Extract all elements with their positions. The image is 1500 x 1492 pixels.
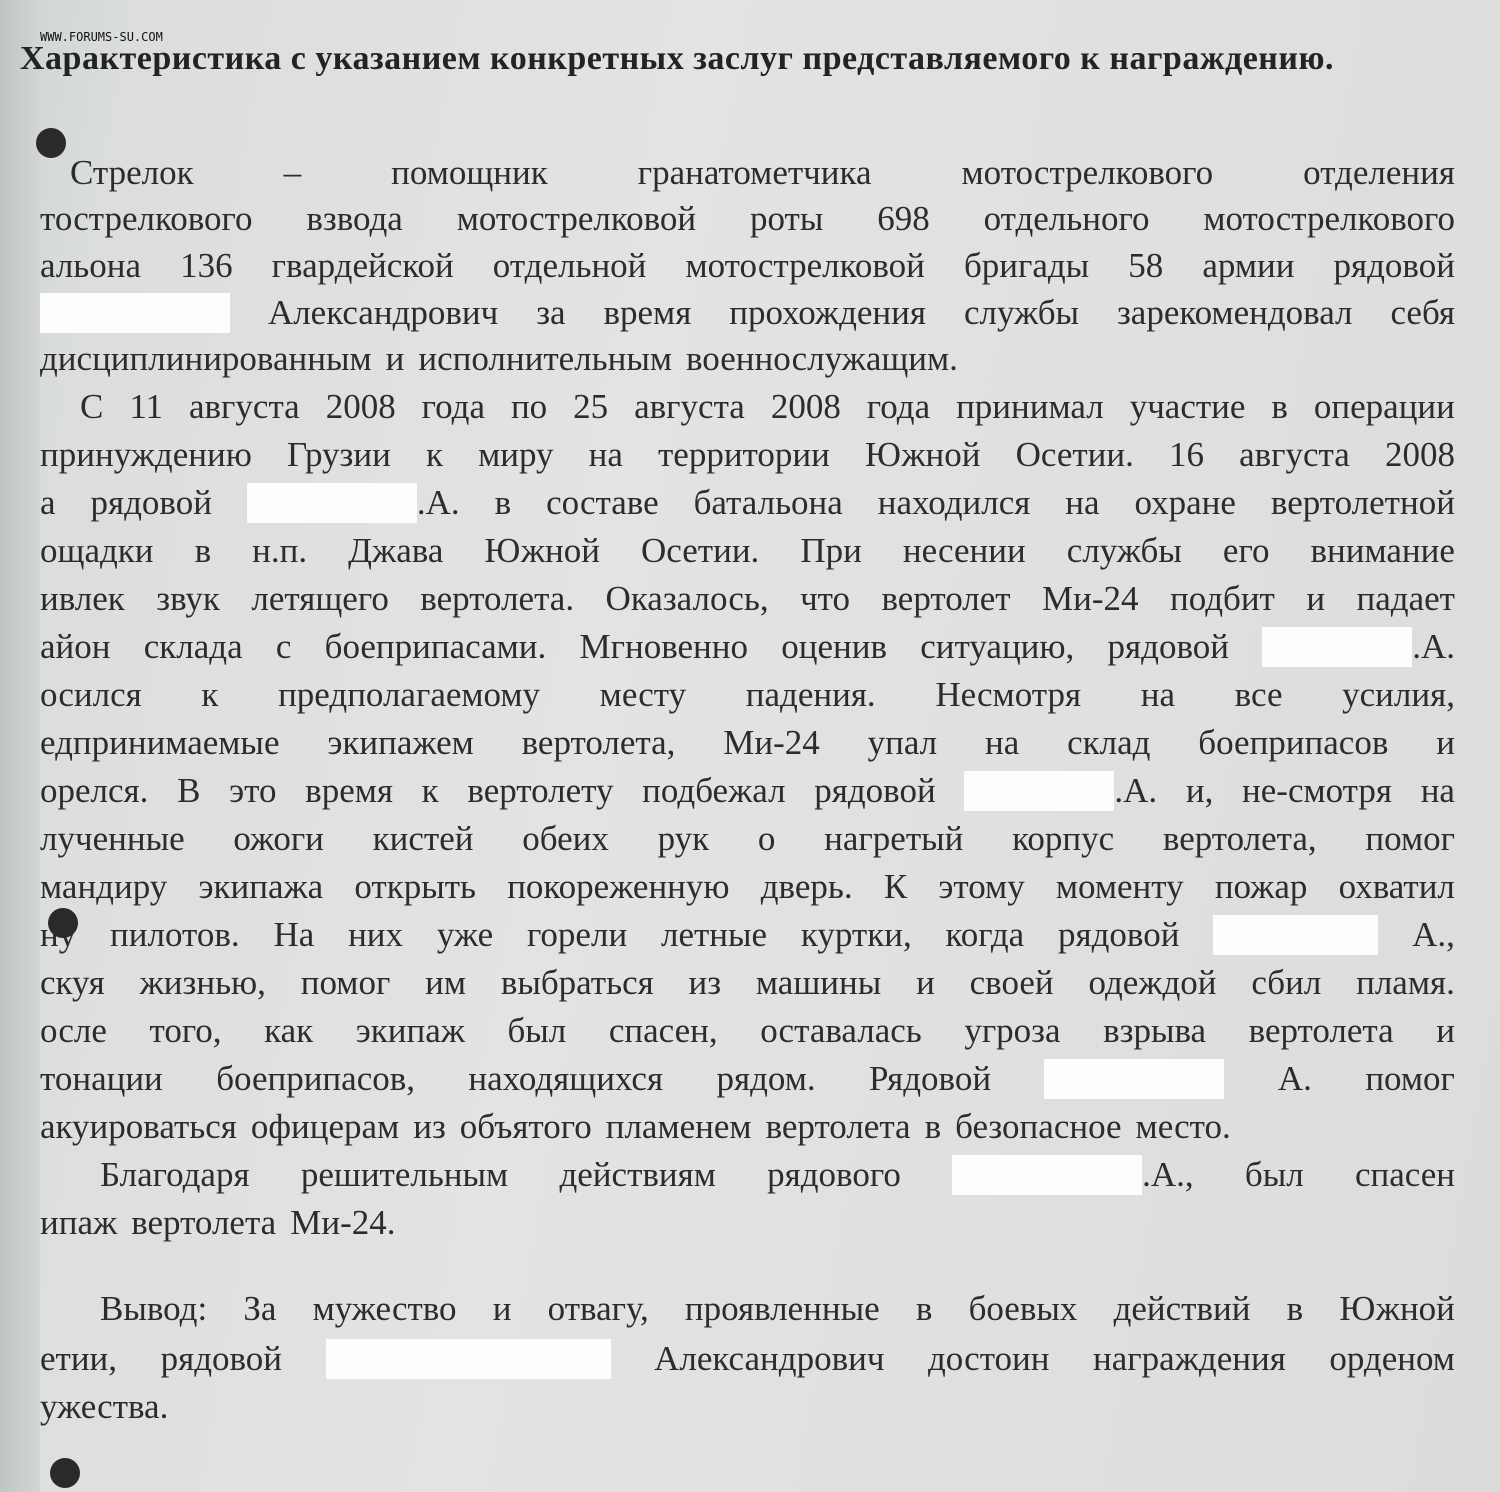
word: рядовой — [1058, 915, 1180, 954]
page-heading: Характеристика с указанием конкретных заслуг представляемого к награждению. — [20, 40, 1334, 77]
word: 698 — [877, 199, 930, 238]
word: дверь. — [760, 867, 853, 906]
word: 2008 — [770, 387, 841, 426]
word: несении — [902, 531, 1026, 570]
redacted-name — [1262, 624, 1455, 670]
word: был — [1244, 1155, 1304, 1194]
text-line — [40, 672, 1455, 718]
text-line — [40, 480, 1455, 526]
redacted-name — [40, 293, 230, 333]
word: .А. — [416, 483, 460, 522]
word: в — [915, 1289, 933, 1328]
word: ипаж — [40, 1203, 118, 1242]
word: внимание — [1310, 531, 1455, 570]
word: когда — [945, 915, 1025, 954]
redacted-name — [247, 480, 460, 526]
redaction-box — [40, 293, 230, 333]
word: обеих — [522, 819, 609, 858]
word: .А. — [1412, 627, 1455, 666]
word: августа — [189, 387, 300, 426]
word: объятого — [459, 1107, 592, 1146]
text-line — [40, 1200, 1455, 1246]
word: дисциплинированным — [40, 339, 372, 378]
word: помог — [300, 963, 391, 1002]
word: Ми-24. — [290, 1203, 396, 1242]
redaction-box — [1044, 1059, 1224, 1099]
word: этому — [938, 867, 1025, 906]
word: А. — [1277, 1059, 1312, 1098]
word: о — [757, 819, 776, 858]
word: отвагу, — [547, 1289, 649, 1328]
word: и, — [1185, 771, 1214, 810]
word: рядовой — [1333, 246, 1455, 285]
text-line — [100, 1152, 1455, 1198]
word: рядового — [767, 1155, 901, 1194]
word: Несмотря — [935, 675, 1082, 714]
word: звук — [156, 579, 220, 618]
word: вертолету — [467, 771, 614, 810]
word: в — [1286, 1289, 1304, 1328]
word: 11 — [129, 387, 164, 426]
word: вертолета — [131, 1203, 277, 1242]
text-line — [40, 768, 1455, 814]
word: вертолетной — [1270, 483, 1455, 522]
word: нагретый — [824, 819, 964, 858]
redaction-box — [964, 771, 1114, 811]
word: в — [924, 1107, 942, 1146]
word: прохождения — [729, 293, 926, 332]
word: пламенем — [605, 1107, 752, 1146]
word: миру — [478, 435, 554, 474]
word: Александрович — [654, 1339, 885, 1378]
word: не-смотря — [1242, 771, 1392, 810]
word: по — [510, 387, 548, 426]
word: боеприпасов — [1198, 723, 1389, 762]
word: исполнительным — [418, 339, 673, 378]
word: Рядовой — [869, 1059, 992, 1098]
word: того, — [149, 1011, 222, 1050]
word: спасен, — [608, 1011, 718, 1050]
word: упал — [867, 723, 938, 762]
word: территории — [657, 435, 830, 474]
word: тострелкового — [40, 199, 253, 238]
redaction-box — [1213, 915, 1378, 955]
word: находящихся — [468, 1059, 664, 1098]
word: к — [201, 675, 219, 714]
word: склада — [143, 627, 243, 666]
text-line — [40, 432, 1455, 478]
word: акуироваться — [40, 1107, 237, 1146]
word: Благодаря — [100, 1155, 250, 1194]
word: службы — [1066, 531, 1182, 570]
word: мотострелкового — [1203, 199, 1455, 238]
word: ожоги — [233, 819, 324, 858]
word: Южной — [1339, 1289, 1455, 1328]
word: за — [536, 293, 566, 332]
word: помощник — [391, 153, 548, 192]
word: и — [385, 339, 405, 378]
word: тонации — [40, 1059, 163, 1098]
word: пожар — [1214, 867, 1308, 906]
word: помог — [1365, 1059, 1455, 1098]
text-line — [40, 1384, 1455, 1430]
binding-edge — [0, 0, 40, 1492]
word: рядовой — [1107, 627, 1229, 666]
word: ощадки — [40, 531, 154, 570]
word: достоин — [927, 1339, 1050, 1378]
word: подбит — [1169, 579, 1275, 618]
redacted-name — [326, 1339, 611, 1379]
text-line — [40, 1336, 1455, 1382]
word: пилотов. — [110, 915, 240, 954]
word: проявленные — [684, 1289, 880, 1328]
word: На — [273, 915, 315, 954]
word: В — [177, 771, 201, 810]
text-line — [40, 864, 1455, 910]
word: Грузии — [286, 435, 391, 474]
word: гвардейской — [271, 246, 454, 285]
word: службы — [963, 293, 1080, 332]
word: место. — [1135, 1107, 1231, 1146]
word: них — [348, 915, 404, 954]
word: Ми-24 — [1042, 579, 1139, 618]
word: кистей — [372, 819, 474, 858]
text-line — [100, 1286, 1455, 1332]
word: все — [1234, 675, 1283, 714]
word: рядовой — [160, 1339, 283, 1378]
word: Южной — [484, 531, 600, 570]
word: мужество — [312, 1289, 457, 1328]
punch-hole — [36, 128, 66, 158]
word: мандиру — [40, 867, 168, 906]
word: роты — [749, 199, 824, 238]
word: составе — [546, 483, 659, 522]
text-line — [40, 960, 1455, 1006]
word: на — [1065, 483, 1100, 522]
word: с — [275, 627, 292, 666]
word: сбил — [1251, 963, 1322, 1002]
word: уже — [436, 915, 494, 954]
word: августа — [1239, 435, 1350, 474]
word: н.п. — [252, 531, 308, 570]
word: августа — [634, 387, 745, 426]
word: как — [264, 1011, 314, 1050]
word: Александрович — [267, 293, 499, 332]
word: Мгновенно — [579, 627, 749, 666]
word: на — [1420, 771, 1455, 810]
word: покореженную — [507, 867, 730, 906]
word: Осетии. — [641, 531, 760, 570]
word: решительным — [300, 1155, 509, 1194]
word: вертолета — [1248, 1011, 1394, 1050]
word: падения. — [745, 675, 876, 714]
word: рядовой — [90, 483, 212, 522]
text-line — [40, 1008, 1455, 1054]
word: а — [40, 483, 56, 522]
word: рядовой — [814, 771, 936, 810]
word: действий — [1113, 1289, 1251, 1328]
word: военнослужащим. — [686, 339, 958, 378]
word: экипаж — [355, 1011, 465, 1050]
word: к — [425, 435, 443, 474]
redaction-box — [1262, 627, 1412, 667]
word: Осетии. — [1015, 435, 1134, 474]
word: .А. — [1114, 771, 1158, 810]
text-line — [40, 720, 1455, 766]
word: Ми-24 — [723, 723, 820, 762]
word: оставалась — [760, 1011, 922, 1050]
word: это — [229, 771, 277, 810]
word: участие — [1129, 387, 1246, 426]
word: был — [507, 1011, 567, 1050]
word: предполагаемому — [278, 675, 541, 714]
word: охране — [1134, 483, 1236, 522]
word: осле — [40, 1011, 107, 1050]
word: Джава — [348, 531, 444, 570]
word: ивлек — [40, 579, 125, 618]
word: открыть — [354, 867, 477, 906]
word: оценив — [781, 627, 888, 666]
word: вертолета. — [420, 579, 575, 618]
punch-hole — [50, 1458, 80, 1488]
word: отдельного — [983, 199, 1150, 238]
word: награждения — [1093, 1339, 1286, 1378]
word: вертолета, — [1162, 819, 1317, 858]
word: и — [1436, 1011, 1455, 1050]
word: и — [492, 1289, 512, 1328]
word: куртки, — [800, 915, 912, 954]
word: года — [421, 387, 485, 426]
word: армии — [1202, 246, 1295, 285]
text-line — [80, 384, 1455, 430]
word: находился — [877, 483, 1031, 522]
word: отделения — [1303, 153, 1455, 192]
word: боевых — [968, 1289, 1078, 1328]
text-line — [40, 816, 1455, 862]
word: боеприпасов, — [216, 1059, 416, 1098]
word: ужества. — [40, 1387, 169, 1426]
word: боеприпасами. — [324, 627, 547, 666]
word: к — [421, 771, 439, 810]
word: скуя — [40, 963, 105, 1002]
word: своей — [969, 963, 1054, 1002]
word: ситуацию, — [920, 627, 1075, 666]
text-line — [40, 912, 1455, 958]
word: айон — [40, 627, 111, 666]
redacted-name — [964, 768, 1157, 814]
word: К — [883, 867, 908, 906]
redaction-box — [326, 1339, 611, 1379]
word: орденом — [1329, 1339, 1455, 1378]
word: рядом. — [716, 1059, 816, 1098]
text-line — [40, 1056, 1455, 1102]
word: 25 — [573, 387, 609, 426]
text-line — [40, 243, 1455, 289]
redacted-name — [952, 1152, 1194, 1198]
word: экипажа — [198, 867, 324, 906]
word: принуждению — [40, 435, 252, 474]
text-line — [40, 290, 1455, 336]
word: етии, — [40, 1339, 118, 1378]
word: гранатометчика — [637, 153, 872, 192]
word: падает — [1356, 579, 1455, 618]
word: его — [1222, 531, 1270, 570]
word: взрыва — [1103, 1011, 1207, 1050]
redacted-name — [1044, 1059, 1224, 1099]
word: и — [1436, 723, 1455, 762]
word: ну — [40, 915, 77, 954]
word: батальона — [693, 483, 843, 522]
word: и — [1306, 579, 1326, 618]
word: помог — [1365, 819, 1455, 858]
word: горели — [526, 915, 628, 954]
word: летящего — [251, 579, 389, 618]
word: корпус — [1012, 819, 1115, 858]
redacted-name — [1213, 915, 1378, 955]
word: подбежал — [642, 771, 786, 810]
word: усилия, — [1342, 675, 1455, 714]
word: угроза — [964, 1011, 1061, 1050]
text-line — [40, 336, 1455, 382]
redaction-box — [247, 483, 417, 523]
word: жизнью, — [139, 963, 266, 1002]
word: вертолета — [765, 1107, 911, 1146]
word: 16 — [1169, 435, 1204, 474]
word: действиям — [559, 1155, 716, 1194]
word: в — [194, 531, 212, 570]
word: лученные — [40, 819, 185, 858]
text-line — [40, 624, 1455, 670]
word: безопасное — [955, 1107, 1122, 1146]
word: едпринимаемые — [40, 723, 280, 762]
word: 2008 — [1384, 435, 1455, 474]
word: взвода — [306, 199, 403, 238]
word: на — [588, 435, 623, 474]
word: выбраться — [500, 963, 654, 1002]
word: склад — [1067, 723, 1151, 762]
text-line — [40, 196, 1455, 242]
word: Вывод: — [100, 1289, 208, 1328]
word: – — [283, 153, 302, 192]
word: и — [916, 963, 935, 1002]
redaction-box — [952, 1155, 1142, 1195]
word: в — [1271, 387, 1288, 426]
word: зарекомендовал — [1116, 293, 1353, 332]
word: им — [425, 963, 467, 1002]
word: что — [800, 579, 850, 618]
word: время — [603, 293, 692, 332]
word: Стрелок — [70, 153, 194, 192]
word: 136 — [180, 246, 233, 285]
text-line — [40, 1104, 1455, 1150]
word: операции — [1313, 387, 1455, 426]
word: время — [305, 771, 393, 810]
word: За — [243, 1289, 277, 1328]
word: вертолет — [881, 579, 1011, 618]
word: себя — [1390, 293, 1455, 332]
word: .А., — [1142, 1155, 1194, 1194]
word: пламя. — [1356, 963, 1455, 1002]
word: в — [494, 483, 512, 522]
word: охватил — [1338, 867, 1455, 906]
word: альона — [40, 246, 142, 285]
word: года — [866, 387, 931, 426]
word: 2008 — [325, 387, 396, 426]
word: орелся. — [40, 771, 149, 810]
word: офицерам — [250, 1107, 400, 1146]
text-line — [40, 576, 1455, 622]
word: мотострелковой — [456, 199, 697, 238]
word: мотострелкового — [961, 153, 1214, 192]
word: осился — [40, 675, 142, 714]
word: отдельной — [492, 246, 647, 285]
word: Оказалось, — [605, 579, 769, 618]
text-line — [70, 150, 1455, 196]
word: из — [413, 1107, 446, 1146]
word: принимал — [956, 387, 1104, 426]
word: моменту — [1055, 867, 1184, 906]
word: спасен — [1354, 1155, 1455, 1194]
word: Южной — [864, 435, 981, 474]
word: летные — [660, 915, 768, 954]
word: месту — [599, 675, 687, 714]
word: При — [800, 531, 862, 570]
word: С — [80, 387, 104, 426]
word: 58 — [1128, 246, 1164, 285]
word: на — [984, 723, 1020, 762]
word: на — [1140, 675, 1175, 714]
word: рук — [657, 819, 710, 858]
word: машины — [755, 963, 882, 1002]
word: бригады — [963, 246, 1090, 285]
word: одеждой — [1088, 963, 1217, 1002]
word: из — [688, 963, 722, 1002]
word: мотострелковой — [685, 246, 925, 285]
word: вертолета, — [521, 723, 676, 762]
word: экипажем — [327, 723, 474, 762]
watermark: WWW.FORUMS-SU.COM — [40, 30, 163, 44]
word: А., — [1412, 915, 1455, 954]
text-line — [40, 528, 1455, 574]
